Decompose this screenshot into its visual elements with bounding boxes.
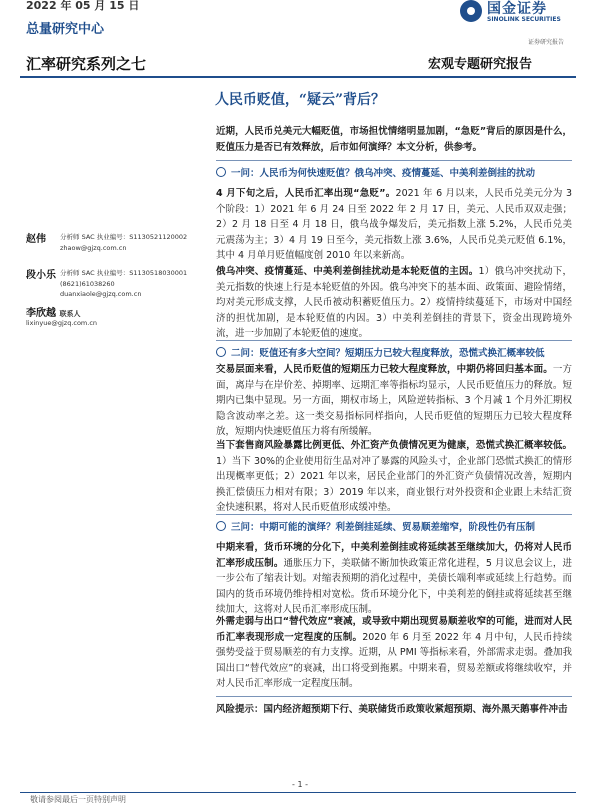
- section-paragraph: [216, 614, 572, 692]
- paragraph-lead: 4 月下旬之后，人民币汇率出现“急贬”。: [216, 188, 396, 199]
- section-paragraph: [216, 438, 572, 516]
- author-name: 段小乐: [26, 270, 56, 281]
- section-heading: [216, 520, 572, 536]
- author-phone: (8621)61038260: [60, 279, 115, 288]
- paragraph-lead: 当下套售商风险暴露比例更低、外汇资产负债情况更为健康，恐慌式换汇概率较低。: [216, 440, 572, 451]
- section-paragraph: [216, 186, 572, 264]
- page-number: - 1 -: [292, 780, 308, 789]
- paragraph-lead: 外需走弱与出口“替代效应”衰减，或导致中期出现贸易顺差收窄的可能，进而对人民币汇率表现形成一定程度的压制。: [216, 616, 572, 643]
- series-title: 汇率研究系列之七: [26, 55, 147, 73]
- risk-text: 国内经济超预期下行、美联储货币政策收紧超预期、海外黑天鹅事件冲击: [263, 704, 568, 715]
- author-cert: 分析师 SAC 执业编号：S1130521120002: [60, 233, 188, 241]
- report-date: 2022 年 05 月 15 日: [26, 0, 140, 12]
- document-type: 证券研究报告: [528, 39, 565, 46]
- report-category: 宏观专题研究报告: [428, 57, 533, 72]
- paragraph-body: 通胀压力下，美联储不断加快政策正常化进程，5 月议息会议上，进一步公布了缩表计划。对缩表预期的消化过程中，美债长端利率或延续上行趋势。而国内的货币环境仍维持相对宽松。货币环境分化下，中美利差的倒挂或将延续甚至继续加大，这将对人民币汇率形成压制。: [216, 557, 572, 615]
- report-title: 人民币贬值，“疑云”背后？: [214, 92, 386, 108]
- section-heading: [216, 346, 572, 362]
- sinolink-logo: [460, 0, 572, 30]
- contact-email[interactable]: lixinyue@gjzq.com.cn: [26, 319, 98, 327]
- author-email[interactable]: duanxiaole@gjzq.com.cn: [60, 290, 142, 298]
- section-bullet-icon: [216, 347, 226, 357]
- contact-role: 联系人: [59, 309, 81, 318]
- research-center-name: 总量研究中心: [26, 22, 105, 37]
- author-email[interactable]: zhaow@gjzq.com.cn: [60, 243, 127, 252]
- author-info: [60, 268, 187, 300]
- section-divider: [216, 696, 572, 697]
- author-name: 赵伟: [26, 234, 46, 245]
- section-bullet-icon: [216, 521, 226, 531]
- paragraph-lead: 交易层面来看，人民币贬值的短期压力已较大程度释放，中期仍将回归基本面。: [216, 364, 553, 375]
- section-bullet-icon: [216, 167, 226, 177]
- logo-icon: [460, 0, 482, 22]
- section-divider: [216, 514, 572, 515]
- section-divider: [216, 340, 572, 341]
- header-divider: [20, 76, 576, 78]
- paragraph-body: 2021 年 6 月以来，人民币兑美元分为 3 个阶段：1）2021 年 6 月 24 日至 2022 年 2 月 17 日，美元、人民币双双走强；2）2 月 18 日至 4 月 18 日，俄乌战争爆发后，美元指数上涨 5.2%，人民币兑美元震荡为主；3）4 月 19 日至今，美元指数上涨 3.6%，人民币兑美元贬值 6.1%，其中 4 月单月贬值幅度创 2010 年以来新高。: [216, 188, 572, 261]
- paragraph-body: 一方面，离岸与在岸价差、掉期率、远期汇率等指标均显示，人民币贬值压力的释放。短期内已集中显现。另一方面，期权市场上，风险逆转指标、3 个月减 1 个月外汇期权隐含波动率之差。这一类交易指标同样指向，人民币贬值的短期压力已较大程度释放，短期内快速贬值压力将有所缓解。: [216, 364, 572, 437]
- paragraph-body: 1）俄乌冲突扰动下，美元指数的快速上行是本轮贬值的外因。俄乌冲突下的基本面、政策面、避险情绪，均对美元形成支撑，人民币被动积蓄贬值压力。2）疫情持续蔓延下，市场对中国经济的担忧加剧，是本轮贬值的内因。3）中美利差倒挂的背景下，资金出现跨境外流，进一步加剧了本轮贬值的速度。: [216, 266, 572, 339]
- paragraph-lead: 中期来看，货币环境的分化下，中美利差倒挂或将延续甚至继续加大，仍将对人民币汇率形成压制。: [216, 542, 572, 569]
- author-cert: 分析师 SAC 执业编号：S1130518030001: [60, 269, 188, 277]
- logo-english: SINOLINK SECURITIES: [487, 16, 561, 23]
- section-paragraph: [216, 540, 572, 618]
- author-info: [60, 232, 187, 253]
- section-divider: [216, 160, 572, 161]
- logo-name: 国金证券: [487, 1, 547, 17]
- section-heading: [216, 166, 572, 182]
- section-paragraph: [216, 362, 572, 440]
- paragraph-lead: 俄乌冲突、疫情蔓延、中美利差倒挂扰动是本轮贬值的主因。: [216, 266, 479, 277]
- paragraph-body: 1）当下 30%的企业使用衍生品对冲了暴露的风险头寸，企业部门恐慌式换汇的情形出现概率更低；2）2021 年以来，居民企业部门的外汇资产负债情况改善，短期内换汇偿债压力相对有限；3）2019 年以来，商业银行对外投资和企业跟上未结汇资金快速积累，将对人民币贬值形成缓冲垫。: [216, 455, 572, 513]
- section-heading-text: 二问：贬值还有多大空间？短期压力已较大程度释放，恐慌式换汇概率较低: [231, 348, 545, 359]
- section-heading-text: 三问：中期可能的演绎？利差倒挂延续、贸易顺差缩窄，阶段性仍有压制: [231, 522, 536, 533]
- paragraph-body: 2020 年 6 月至 2022 年 4 月中旬，人民币持续强势受益于贸易顺差的有力支撑。近期，从 PMI 等指标来看，外部需求走弱。叠加我国出口“替代效应”的衰减，出口将受到拖累。中期来看，贸易差额或将继续收窄，并对人民币汇率形成一定程度压制。: [216, 631, 572, 689]
- risk-label: 风险提示：: [216, 704, 264, 715]
- contact-name: [26, 304, 80, 319]
- footer-disclaimer: 敬请参阅最后一页特别声明: [30, 795, 126, 804]
- section-paragraph: [216, 264, 572, 342]
- contact-name-text: 李欣越: [26, 308, 56, 319]
- footer-divider: [20, 792, 576, 793]
- intro-summary: 近期，人民币兑美元大幅贬值，市场担忧情绪明显加剧，“急贬”背后的原因是什么，贬值压力是否已有效释放，后市如何演绎？本文分析，供参考。: [216, 126, 572, 153]
- section-heading-text: 一问：人民币为何快速贬值？俄乌冲突、疫情蔓延、中美利差倒挂的扰动: [231, 168, 536, 179]
- risk-warning: [216, 702, 572, 718]
